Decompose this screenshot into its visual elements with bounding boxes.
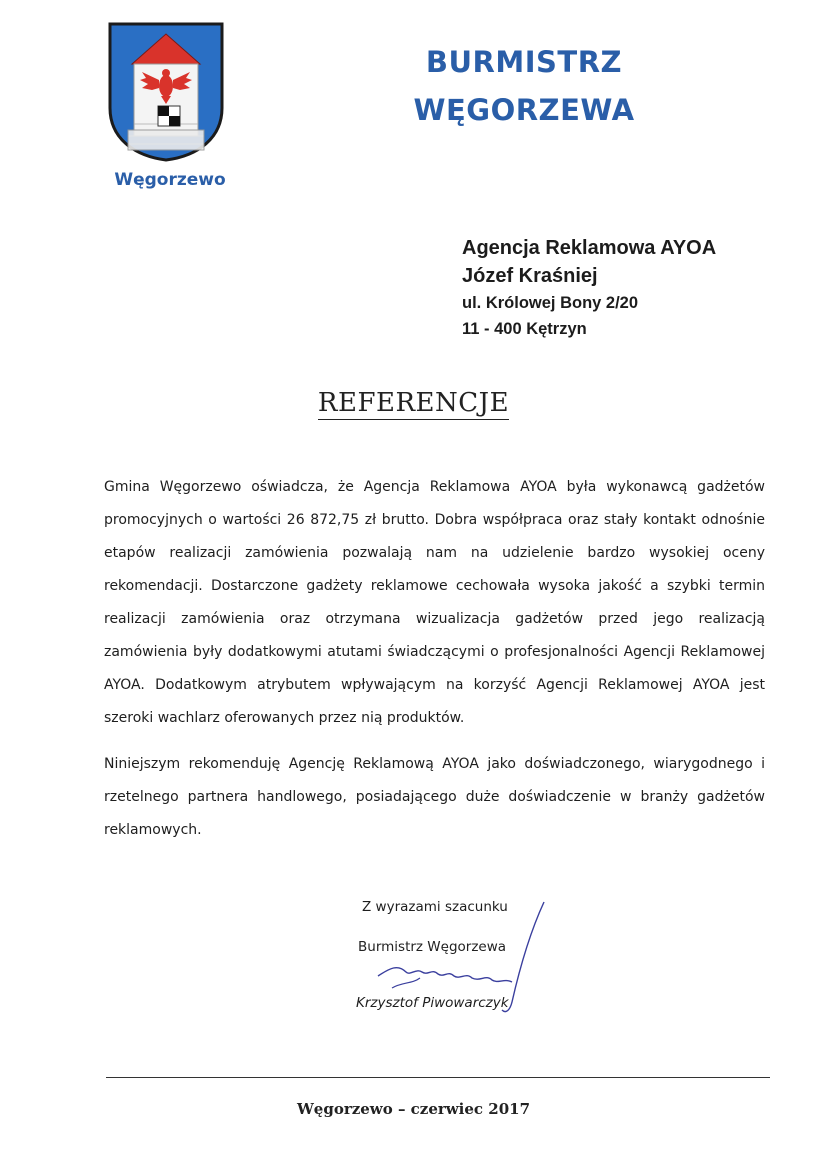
mayor-title	[396, 38, 652, 134]
recipient-address	[462, 234, 716, 342]
coat-of-arms-logo	[106, 20, 226, 162]
document-title-text: REFERENCJE	[317, 388, 510, 418]
document-title	[0, 388, 827, 418]
footer-place-date: Węgorzewo – czerwiec 2017	[296, 1100, 531, 1118]
closing-phrase: Z wyrazami szacunku	[362, 899, 508, 915]
handwritten-signature	[372, 898, 552, 1018]
recipient-city: 11 - 400 Kętrzyn	[462, 320, 587, 338]
signatory-position: Burmistrz Węgorzewa	[358, 939, 507, 955]
recipient-company: Agencja Reklamowa AYOA	[462, 237, 717, 259]
mayor-title-line2: WĘGORZEWA	[413, 93, 635, 127]
town-name: Węgorzewo	[114, 170, 226, 190]
body-paragraph-1: Gmina Węgorzewo oświadcza, że Agencja Reklamowa AYOA była wykonawcą gadżetów promocyjnych o wartości 26 872,75 zł brutto. Dobra współpraca oraz stały kontakt odnośnie etapów realizacji zamówienia pozwalają nam na udzielenie bardzo wysokiej oceny rekomendacji. Dostarczone gadżety reklamowe cechowała wysoka jakość a szybki termin realizacji zamówienia oraz otrzymana wizualizacja gadżetów przed jego realizacją zamówienia były dodatkowymi atutami świadczącymi o profesjonalności Agencji Reklamowej AYOA. Dodatkowym atrybutem wpływającym na korzyść Agencji Reklamowej AYOA jest szeroki wachlarz oferowanych przez nią produktów.	[104, 479, 765, 726]
body-paragraph-2: Niniejszym rekomenduję Agencję Reklamową AYOA jako doświadczonego, wiarygodnego i rzetelnego partnera handlowego, posiadającego duże doświadczenie w branży gadżetów reklamowych.	[104, 756, 765, 838]
recipient-street: ul. Królowej Bony 2/20	[462, 294, 639, 312]
footer-divider	[106, 1077, 770, 1078]
recipient-owner: Józef Kraśniej	[462, 265, 598, 287]
signatory-name: Krzysztof Piwowarczyk	[356, 995, 509, 1011]
mayor-title-line1: BURMISTRZ	[425, 45, 623, 79]
